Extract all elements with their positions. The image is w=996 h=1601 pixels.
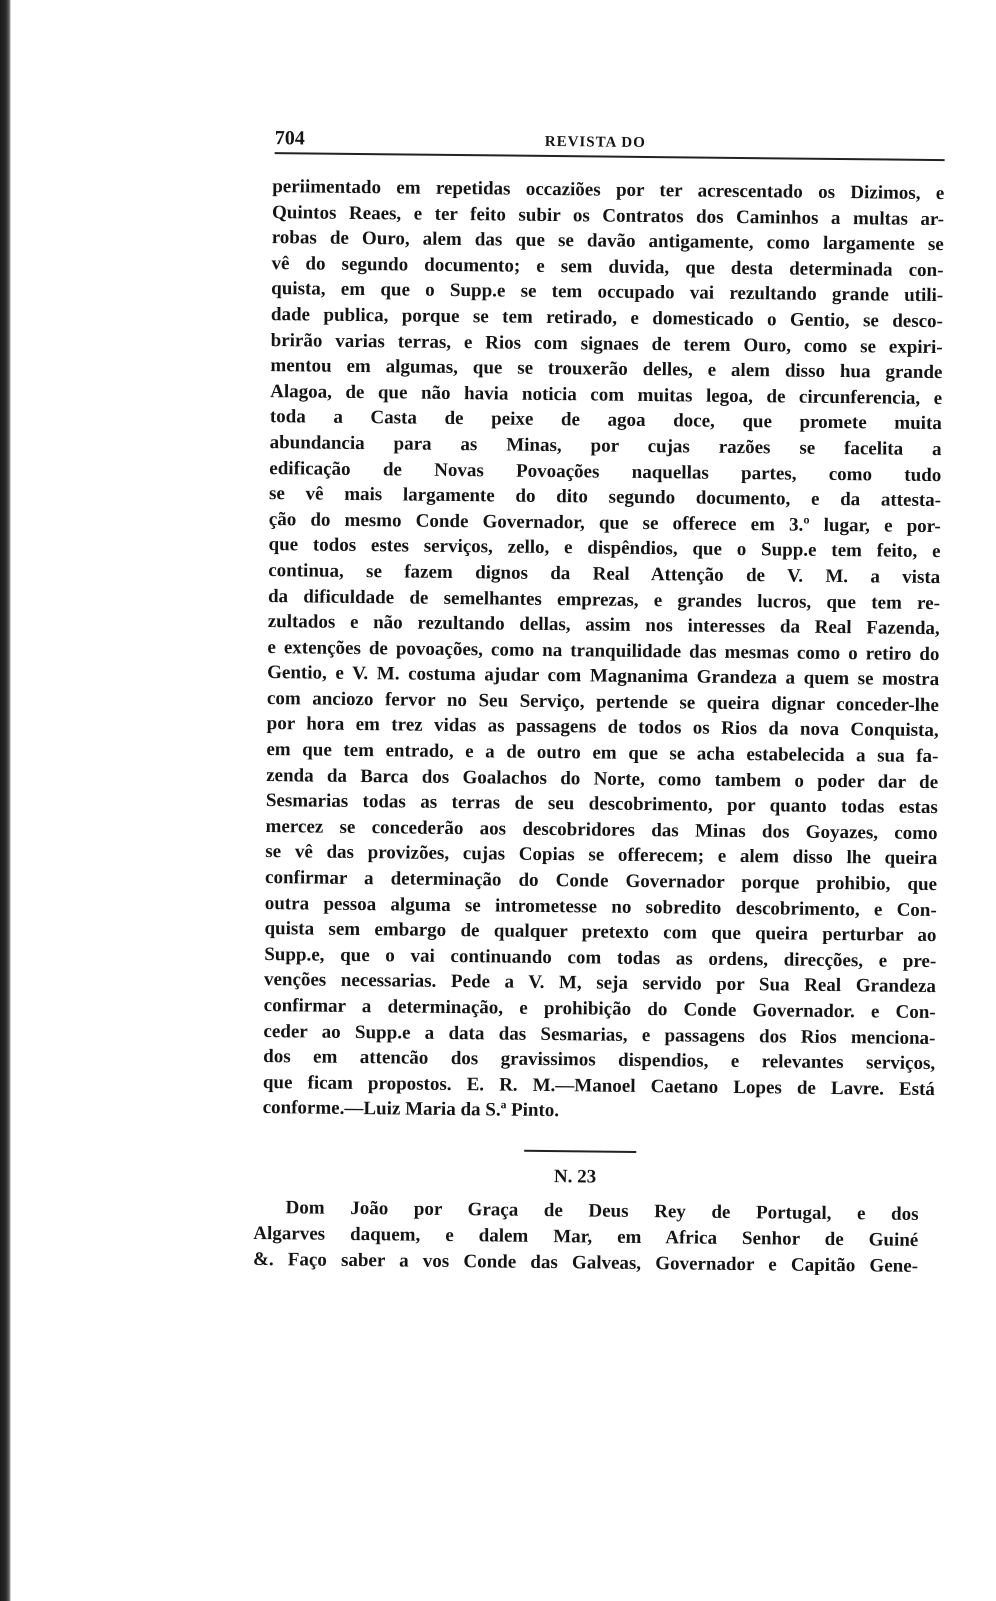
text-line: zenda da Barca dos Goalachos do Norte, como tambem o poder dar de (266, 764, 939, 793)
text-line: confirmar a determinação do Conde Governador porque prohibio, que (264, 867, 938, 896)
text-line: dade publica, porque se tem retirado, e domesticado o Gentio, se desco- (270, 304, 944, 333)
text-line: que todos estes serviços, zello, e dispêndios, que o Supp.e tem feito, e (268, 534, 941, 563)
text-line: continua, se fazem dignos da Real Attenção de V. M. a vista (268, 559, 941, 589)
text-line: mentou em algumas, que se trouxerão delles, e alem disso hua grande (270, 355, 943, 384)
text-line: vê do segundo documento; e sem duvida, que desta determinada con- (271, 252, 944, 281)
text-line: abundancia para as Minas, por cujas razões se facelita a (269, 432, 942, 461)
text-line: da dificuldade de semelhantes emprezas, e grandes lucros, que tem re- (267, 585, 941, 614)
text-line: brirão varias terras, e Rios com signaes de terem Ouro, como se expiri- (270, 329, 943, 358)
page-number: 704 (274, 127, 305, 150)
text-line: conforme.—Luiz Maria da S.ª Pinto. (262, 1097, 560, 1122)
book-page (253, 120, 955, 1280)
petition-body-text (263, 174, 945, 1128)
text-line: e extenções de povoações, como na tranquilidade das mesmas como o retiro do (267, 636, 940, 665)
text-line: se vê das provizões, cujas Copias se offerecem; e alem disso lhe queira (265, 841, 938, 870)
document-number: N. 23 (553, 1166, 597, 1188)
text-line: Gentio, e V. M. costuma ajudar com Magnanima Grandeza a quem se mostra (267, 662, 940, 691)
text-line: zultados e não rezultando dellas, assim nos interesses da Real Fazenda, (267, 611, 940, 640)
text-line: venções necessarias. Pede a V. M, seja servido por Sua Real Grandeza (263, 969, 937, 998)
text-line: edificação de Novas Povoações naquellas partes, como tudo (269, 457, 942, 486)
text-line: que ficam propostos. E. R. M.—Manoel Caetano Lopes de Lavre. Está (262, 1071, 935, 1100)
text-line: quista sem embargo de qualquer pretexto com que queira perturbar ao (264, 918, 937, 947)
book-binding-edge (0, 0, 11, 1601)
text-line: Algarves daquem, e dalem Mar, em Africa Senhor de Guiné (253, 1222, 919, 1251)
text-line: periimentado em repetidas occaziões por ter acrescentado os Dizimos, e (272, 176, 945, 205)
text-line: com anciozo fervor no Seu Serviço, pertende se queira dignar conceder-lhe (266, 687, 940, 716)
text-line: ceder ao Supp.e a data das Sesmarias, e passagens dos Rios menciona- (263, 1020, 936, 1049)
text-line: em que tem entrado, e a de outro em que se acha estabelecida a sua fa- (266, 739, 939, 768)
text-line: Dom João por Graça de Deus Rey de Portugal, e dos (285, 1197, 919, 1225)
text-line: robas de Ouro, alem das que se davão antigamente, como largamente se (271, 227, 944, 256)
section-separator (524, 1150, 636, 1153)
text-line: ção do mesmo Conde Governador, que se offerece em 3.º lugar, e por- (268, 508, 941, 537)
text-line: Supp.e, que o vai continuando com todas as ordens, direcções, e pre- (264, 943, 937, 972)
royal-letter-text (253, 1195, 919, 1280)
text-line: confirmar a determinação, e prohibição do Conde Governador. e Con- (263, 995, 936, 1024)
text-line: se vê mais largamente do dito segundo documento, e da attesta- (268, 483, 942, 512)
running-head (265, 120, 955, 157)
text-line: toda a Casta de peixe de agoa doce, que promete muita (269, 406, 942, 435)
running-title: REVISTA DO (544, 133, 646, 151)
text-line: &. Faço saber a vos Conde das Galveas, Governador e Capitão Gene- (252, 1248, 919, 1277)
text-line: quista, em que o Supp.e se tem occupado vai rezultando grande utili- (271, 278, 944, 307)
text-line: dos em attencão dos gravissimos dispendios, e relevantes serviços, (263, 1046, 936, 1075)
text-line: outra pessoa alguma se intrometesse no sobredito descobrimento, e Con- (264, 892, 937, 921)
text-line: por hora em trez vidas as passagens de todos os Rios da nova Conquista, (266, 713, 939, 742)
text-line: mercez se concederão aos descobridores das Minas dos Goyazes, como (265, 815, 938, 844)
text-line: Alagoa, de que não havia noticia com muitas legoa, de circunferencia, e (270, 380, 943, 409)
text-line: Sesmarias todas as terras de seu descobrimento, por quanto todas estas (265, 790, 938, 819)
text-line: Quintos Reaes, e ter feito subir os Contratos dos Caminhos a multas ar- (271, 201, 945, 230)
